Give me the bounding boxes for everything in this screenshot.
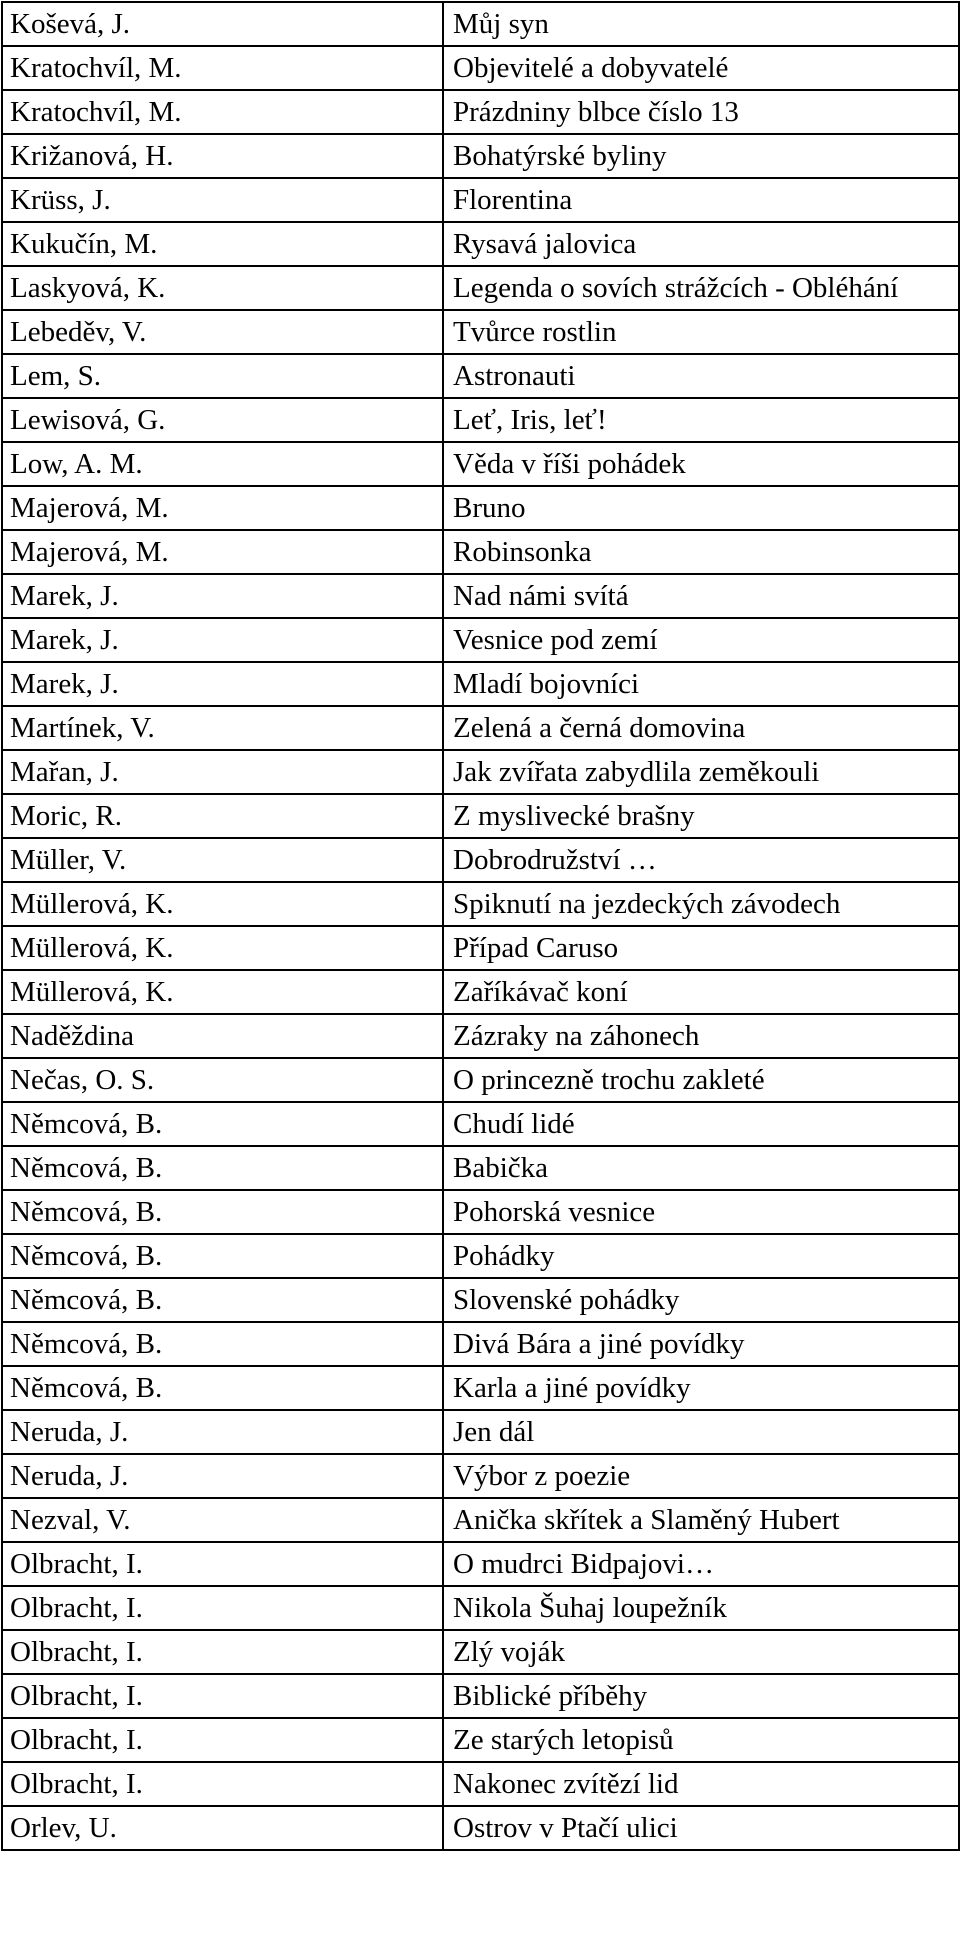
title-cell: Leť, Iris, leť! <box>443 398 959 442</box>
title-cell: Ze starých letopisů <box>443 1718 959 1762</box>
author-cell: Němcová, B. <box>2 1102 443 1146</box>
table-row <box>2 1190 959 1234</box>
author-cell: Olbracht, I. <box>2 1586 443 1630</box>
table-row <box>2 1718 959 1762</box>
table-row <box>2 530 959 574</box>
table-row <box>2 750 959 794</box>
title-cell: Nad námi svítá <box>443 574 959 618</box>
title-cell: Biblické příběhy <box>443 1674 959 1718</box>
author-cell: Němcová, B. <box>2 1234 443 1278</box>
author-cell: Krüss, J. <box>2 178 443 222</box>
title-cell: Spiknutí na jezdeckých závodech <box>443 882 959 926</box>
title-cell: O princezně trochu zakleté <box>443 1058 959 1102</box>
table-row <box>2 398 959 442</box>
author-cell: Němcová, B. <box>2 1366 443 1410</box>
title-cell: Věda v říši pohádek <box>443 442 959 486</box>
table-row <box>2 442 959 486</box>
table-row <box>2 222 959 266</box>
author-cell: Majerová, M. <box>2 486 443 530</box>
table-row <box>2 794 959 838</box>
author-cell: Nečas, O. S. <box>2 1058 443 1102</box>
author-cell: Němcová, B. <box>2 1278 443 1322</box>
author-cell: Mařan, J. <box>2 750 443 794</box>
author-cell: Orlev, U. <box>2 1806 443 1850</box>
table-row <box>2 1102 959 1146</box>
table-row <box>2 1674 959 1718</box>
author-cell: Müllerová, K. <box>2 926 443 970</box>
author-cell: Martínek, V. <box>2 706 443 750</box>
table-row <box>2 1762 959 1806</box>
table-row <box>2 574 959 618</box>
author-cell: Marek, J. <box>2 618 443 662</box>
table-row <box>2 178 959 222</box>
table-row <box>2 706 959 750</box>
author-cell: Marek, J. <box>2 574 443 618</box>
title-cell: Karla a jiné povídky <box>443 1366 959 1410</box>
title-cell: Ostrov v Ptačí ulici <box>443 1806 959 1850</box>
author-cell: Olbracht, I. <box>2 1718 443 1762</box>
author-cell: Moric, R. <box>2 794 443 838</box>
table-row <box>2 1234 959 1278</box>
title-cell: Zaříkávač koní <box>443 970 959 1014</box>
author-cell: Němcová, B. <box>2 1190 443 1234</box>
title-cell: Nakonec zvítězí lid <box>443 1762 959 1806</box>
table-row <box>2 354 959 398</box>
table-row <box>2 1058 959 1102</box>
author-cell: Marek, J. <box>2 662 443 706</box>
author-cell: Neruda, J. <box>2 1410 443 1454</box>
table-row <box>2 310 959 354</box>
author-cell: Lebeděv, V. <box>2 310 443 354</box>
table-row <box>2 486 959 530</box>
author-cell: Olbracht, I. <box>2 1542 443 1586</box>
author-cell: Laskyová, K. <box>2 266 443 310</box>
table-row <box>2 838 959 882</box>
author-cell: Olbracht, I. <box>2 1762 443 1806</box>
title-cell: Jen dál <box>443 1410 959 1454</box>
table-row <box>2 1014 959 1058</box>
table-row <box>2 882 959 926</box>
table-row <box>2 266 959 310</box>
title-cell: Bohatýrské byliny <box>443 134 959 178</box>
title-cell: Případ Caruso <box>443 926 959 970</box>
title-cell: Astronauti <box>443 354 959 398</box>
title-cell: Legenda o sovích strážcích - Obléhání <box>443 266 959 310</box>
author-cell: Němcová, B. <box>2 1322 443 1366</box>
title-cell: Můj syn <box>443 2 959 46</box>
author-cell: Lewisová, G. <box>2 398 443 442</box>
table-row <box>2 90 959 134</box>
title-cell: Objevitelé a dobyvatelé <box>443 46 959 90</box>
title-cell: Z myslivecké brašny <box>443 794 959 838</box>
author-cell: Müllerová, K. <box>2 882 443 926</box>
table-row <box>2 1322 959 1366</box>
author-cell: Müllerová, K. <box>2 970 443 1014</box>
title-cell: Dobrodružství … <box>443 838 959 882</box>
title-cell: Florentina <box>443 178 959 222</box>
title-cell: Robinsonka <box>443 530 959 574</box>
author-cell: Majerová, M. <box>2 530 443 574</box>
author-cell: Naděždina <box>2 1014 443 1058</box>
table-row <box>2 1498 959 1542</box>
title-cell: O mudrci Bidpajovi… <box>443 1542 959 1586</box>
author-cell: Kratochvíl, M. <box>2 90 443 134</box>
title-cell: Pohorská vesnice <box>443 1190 959 1234</box>
table-row <box>2 662 959 706</box>
title-cell: Zázraky na záhonech <box>443 1014 959 1058</box>
title-cell: Bruno <box>443 486 959 530</box>
author-cell: Němcová, B. <box>2 1146 443 1190</box>
title-cell: Výbor z poezie <box>443 1454 959 1498</box>
author-cell: Müller, V. <box>2 838 443 882</box>
table-row <box>2 1410 959 1454</box>
table-row <box>2 1454 959 1498</box>
title-cell: Nikola Šuhaj loupežník <box>443 1586 959 1630</box>
table-row <box>2 1542 959 1586</box>
title-cell: Tvůrce rostlin <box>443 310 959 354</box>
table-row <box>2 1586 959 1630</box>
author-cell: Koševá, J. <box>2 2 443 46</box>
title-cell: Babička <box>443 1146 959 1190</box>
table-row <box>2 1146 959 1190</box>
title-cell: Mladí bojovníci <box>443 662 959 706</box>
author-cell: Neruda, J. <box>2 1454 443 1498</box>
author-cell: Kratochvíl, M. <box>2 46 443 90</box>
author-cell: Nezval, V. <box>2 1498 443 1542</box>
table-row <box>2 1806 959 1850</box>
author-cell: Križanová, H. <box>2 134 443 178</box>
table-row <box>2 926 959 970</box>
book-list-body <box>2 2 959 1850</box>
author-cell: Low, A. M. <box>2 442 443 486</box>
table-row <box>2 970 959 1014</box>
title-cell: Jak zvířata zabydlila zeměkouli <box>443 750 959 794</box>
title-cell: Zlý voják <box>443 1630 959 1674</box>
book-list-table <box>1 1 960 1851</box>
table-row <box>2 2 959 46</box>
title-cell: Vesnice pod zemí <box>443 618 959 662</box>
author-cell: Olbracht, I. <box>2 1630 443 1674</box>
table-row <box>2 618 959 662</box>
table-row <box>2 134 959 178</box>
title-cell: Prázdniny blbce číslo 13 <box>443 90 959 134</box>
author-cell: Olbracht, I. <box>2 1674 443 1718</box>
table-row <box>2 1278 959 1322</box>
author-cell: Kukučín, M. <box>2 222 443 266</box>
title-cell: Zelená a černá domovina <box>443 706 959 750</box>
table-row <box>2 1630 959 1674</box>
title-cell: Divá Bára a jiné povídky <box>443 1322 959 1366</box>
author-cell: Lem, S. <box>2 354 443 398</box>
title-cell: Anička skřítek a Slaměný Hubert <box>443 1498 959 1542</box>
title-cell: Slovenské pohádky <box>443 1278 959 1322</box>
title-cell: Rysavá jalovica <box>443 222 959 266</box>
title-cell: Pohádky <box>443 1234 959 1278</box>
table-row <box>2 46 959 90</box>
table-row <box>2 1366 959 1410</box>
title-cell: Chudí lidé <box>443 1102 959 1146</box>
